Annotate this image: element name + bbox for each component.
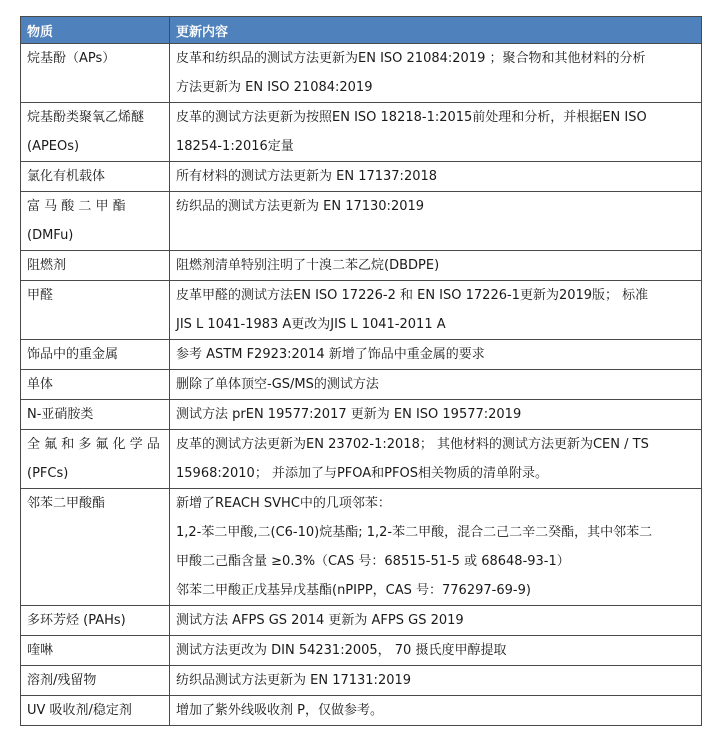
content-line: 增加了紫外线吸收剂 P，仅做参考。 bbox=[176, 703, 383, 718]
update-table-container bbox=[20, 16, 701, 726]
update-content-cell bbox=[170, 430, 702, 489]
update-content-cell bbox=[170, 44, 702, 103]
substance-line: 喹啉 bbox=[27, 643, 54, 658]
update-content-cell bbox=[170, 606, 702, 636]
table-row bbox=[21, 430, 702, 489]
substance-cell bbox=[21, 666, 170, 696]
substance-line: (DMFu) bbox=[27, 228, 74, 243]
table-row bbox=[21, 251, 702, 281]
update-content-cell bbox=[170, 162, 702, 192]
substance-cell bbox=[21, 430, 170, 489]
update-table bbox=[20, 16, 702, 726]
update-content-cell bbox=[170, 103, 702, 162]
substance-line: 烷基酚（APs） bbox=[27, 51, 116, 66]
update-content-cell bbox=[170, 251, 702, 281]
table-row bbox=[21, 370, 702, 400]
content-line: 纺织品测试方法更新为 EN 17131:2019 bbox=[176, 673, 412, 688]
update-content-cell bbox=[170, 400, 702, 430]
table-row bbox=[21, 696, 702, 726]
content-line: 参考 ASTM F2923:2014 新增了饰品中重金属的要求 bbox=[176, 347, 485, 362]
content-line: 邻苯二甲酸正戊基异戊基酯(nPIPP，CAS 号：776297-69-9) bbox=[176, 583, 531, 598]
table-row bbox=[21, 340, 702, 370]
content-line: 测试方法 prEN 19577:2017 更新为 EN ISO 19577:2019 bbox=[176, 407, 522, 422]
substance-line: 烷基酚类聚氧乙烯醚 bbox=[27, 110, 145, 125]
table-row bbox=[21, 162, 702, 192]
substance-line: (APEOs) bbox=[27, 139, 80, 154]
update-content-cell bbox=[170, 281, 702, 340]
table-row bbox=[21, 666, 702, 696]
substance-line: (PFCs) bbox=[27, 466, 69, 481]
update-content-cell bbox=[170, 192, 702, 251]
content-line: 新增了REACH SVHC中的几项邻苯： bbox=[176, 496, 391, 511]
content-line: 测试方法 AFPS GS 2014 更新为 AFPS GS 2019 bbox=[176, 613, 464, 628]
content-line: 15968:2010； 并添加了与PFOA和PFOS相关物质的清单附录。 bbox=[176, 466, 548, 481]
substance-cell bbox=[21, 192, 170, 251]
substance-cell bbox=[21, 340, 170, 370]
table-body bbox=[21, 44, 702, 726]
header-update-content: 更新内容 bbox=[170, 17, 702, 44]
content-line: 皮革和纺织品的测试方法更新为EN ISO 21084:2019 ；聚合物和其他材料的分析 bbox=[176, 51, 646, 66]
substance-cell bbox=[21, 103, 170, 162]
substance-cell bbox=[21, 281, 170, 340]
substance-line: N-亚硝胺类 bbox=[27, 407, 94, 422]
table-row bbox=[21, 44, 702, 103]
substance-line: 饰品中的重金属 bbox=[27, 347, 119, 362]
substance-cell bbox=[21, 606, 170, 636]
substance-line: 氯化有机载体 bbox=[27, 169, 106, 184]
substance-line: 溶剂/残留物 bbox=[27, 673, 97, 688]
table-row bbox=[21, 636, 702, 666]
substance-cell bbox=[21, 251, 170, 281]
content-line: 18254-1:2016定量 bbox=[176, 139, 294, 154]
substance-cell bbox=[21, 489, 170, 606]
content-line: 纺织品的测试方法更新为 EN 17130:2019 bbox=[176, 199, 425, 214]
table-row bbox=[21, 103, 702, 162]
table-row bbox=[21, 606, 702, 636]
content-line: 方法更新为 EN ISO 21084:2019 bbox=[176, 80, 373, 95]
content-line: 皮革甲醛的测试方法EN ISO 17226-2 和 EN ISO 17226-1更新为2019版； 标准 bbox=[176, 288, 649, 303]
substance-cell bbox=[21, 44, 170, 103]
substance-line: 富 马 酸 二 甲 酯 bbox=[27, 199, 126, 214]
update-content-cell bbox=[170, 666, 702, 696]
substance-cell bbox=[21, 636, 170, 666]
table-row bbox=[21, 489, 702, 606]
content-line: 所有材料的测试方法更新为 EN 17137:2018 bbox=[176, 169, 438, 184]
update-content-cell bbox=[170, 340, 702, 370]
substance-line: UV 吸收剂/稳定剂 bbox=[27, 703, 132, 718]
content-line: 皮革的测试方法更新为EN 23702-1:2018； 其他材料的测试方法更新为CEN / TS bbox=[176, 437, 649, 452]
content-line: 删除了单体顶空-GS/MS的测试方法 bbox=[176, 377, 379, 392]
table-row bbox=[21, 192, 702, 251]
substance-cell bbox=[21, 696, 170, 726]
substance-line: 阻燃剂 bbox=[27, 258, 67, 273]
substance-line: 单体 bbox=[27, 377, 54, 392]
content-line: 甲酸二己酯含量 ≥0.3%（CAS 号：68515-51-5 或 68648-93-1） bbox=[176, 554, 570, 569]
substance-line: 多环芳烃 (PAHs) bbox=[27, 613, 126, 628]
substance-cell bbox=[21, 370, 170, 400]
content-line: 1,2-苯二甲酸,二(C6-10)烷基酯; 1,2-苯二甲酸，混合二己二辛二癸酯，其中邻苯二 bbox=[176, 525, 653, 540]
content-line: 阻燃剂清单特别注明了十溴二苯乙烷(DBDPE) bbox=[176, 258, 440, 273]
substance-cell bbox=[21, 162, 170, 192]
header-substance: 物质 bbox=[21, 17, 170, 44]
substance-line: 甲醛 bbox=[27, 288, 54, 303]
update-content-cell bbox=[170, 696, 702, 726]
substance-cell bbox=[21, 400, 170, 430]
content-line: JIS L 1041-1983 A更改为JIS L 1041-2011 A bbox=[176, 317, 446, 332]
table-row bbox=[21, 400, 702, 430]
table-row bbox=[21, 281, 702, 340]
substance-line: 全 氟 和 多 氟 化 学 品 bbox=[27, 437, 160, 452]
update-content-cell bbox=[170, 489, 702, 606]
update-content-cell bbox=[170, 636, 702, 666]
table-header-row bbox=[21, 17, 702, 44]
content-line: 皮革的测试方法更新为按照EN ISO 18218-1:2015前处理和分析，并根据EN ISO bbox=[176, 110, 647, 125]
update-content-cell bbox=[170, 370, 702, 400]
content-line: 测试方法更改为 DIN 54231:2005， 70 摄氏度甲醇提取 bbox=[176, 643, 507, 658]
substance-line: 邻苯二甲酸酯 bbox=[27, 496, 106, 511]
